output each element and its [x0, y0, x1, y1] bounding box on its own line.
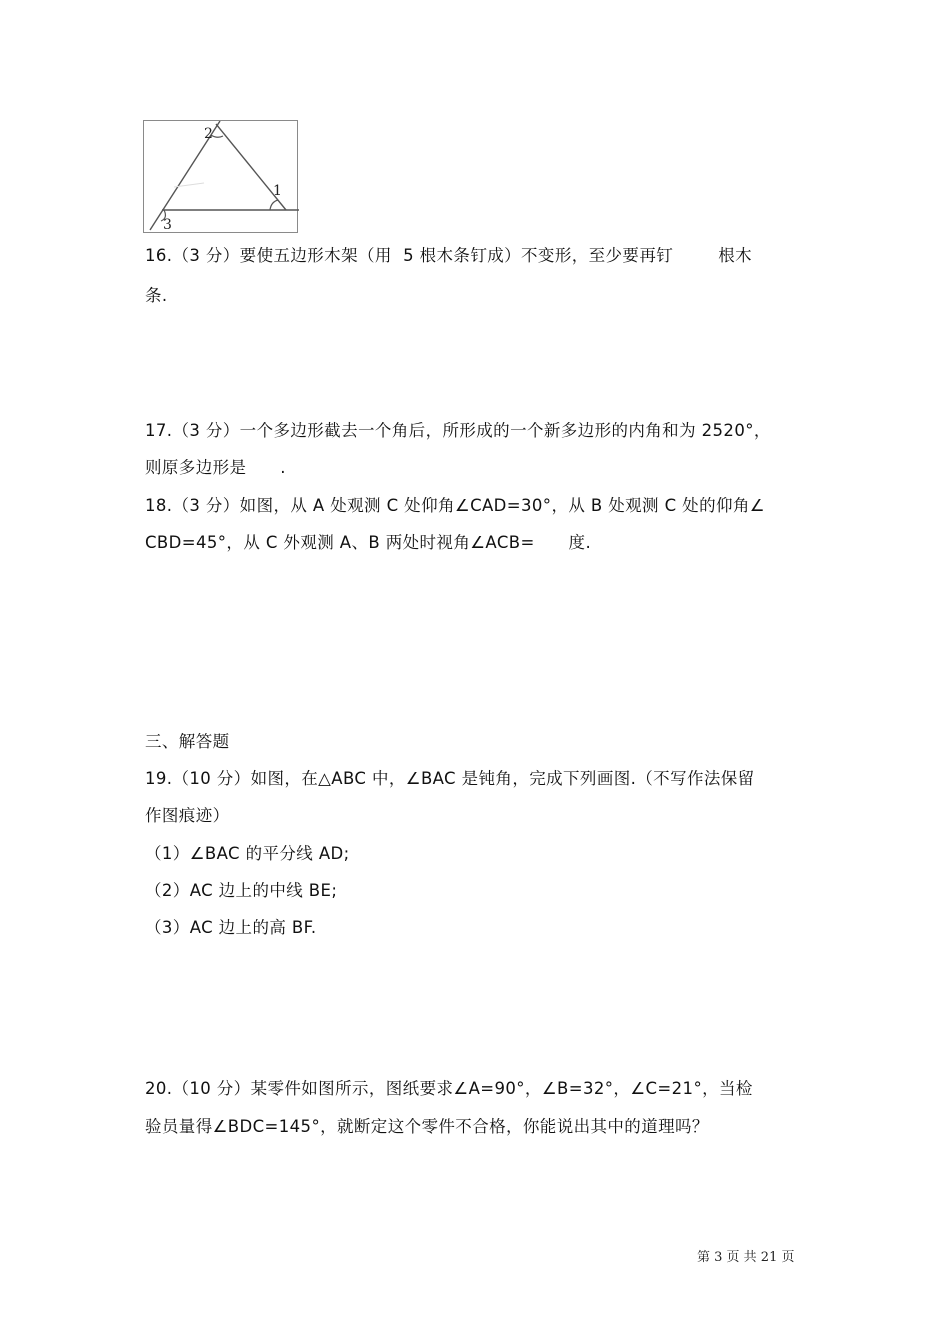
question-17-line-2: 则原多边形是 .	[145, 458, 286, 477]
question-17-line-1: 17.（3 分）一个多边形截去一个角后，所形成的一个新多边形的内角和为 2520°，	[145, 421, 771, 440]
question-19-part-1: （1）∠BAC 的平分线 AD;	[145, 844, 350, 863]
question-19-line-2: 作图痕迹）	[145, 806, 230, 825]
angle-label-2: 2	[204, 126, 213, 142]
question-16-line-2: 条.	[145, 286, 168, 305]
question-18-line-1: 18.（3 分）如图，从 A 处观测 C 处仰角∠CAD=30°，从 B 处观测 C 处的仰角∠	[145, 496, 765, 515]
angle-label-3: 3	[163, 217, 172, 233]
question-19-part-2: （2）AC 边上的中线 BE;	[145, 881, 338, 900]
question-18-line-2: CBD=45°，从 C 外观测 A、B 两处时视角∠ACB= 度.	[145, 533, 592, 552]
question-20-line-2: 验员量得∠BDC=145°，就断定这个零件不合格，你能说出其中的道理吗？	[145, 1117, 709, 1136]
triangle-figure	[143, 120, 298, 233]
section-title: 三、解答题	[145, 732, 230, 751]
page-number-footer: 第 3 页 共 21 页	[697, 1250, 795, 1265]
question-19-part-3: （3）AC 边上的高 BF.	[145, 918, 317, 937]
angle-label-1: 1	[273, 183, 282, 199]
question-19-line-1: 19.（10 分）如图，在△ABC 中，∠BAC 是钝角，完成下列画图.（不写作法保留	[145, 769, 755, 788]
question-16-line-1: 16.（3 分）要使五边形木架（用 5 根木条钉成）不变形，至少要再钉 根木	[145, 246, 753, 265]
question-20-line-1: 20.（10 分）某零件如图所示，图纸要求∠A=90°，∠B=32°，∠C=21°，当检	[145, 1079, 753, 1098]
